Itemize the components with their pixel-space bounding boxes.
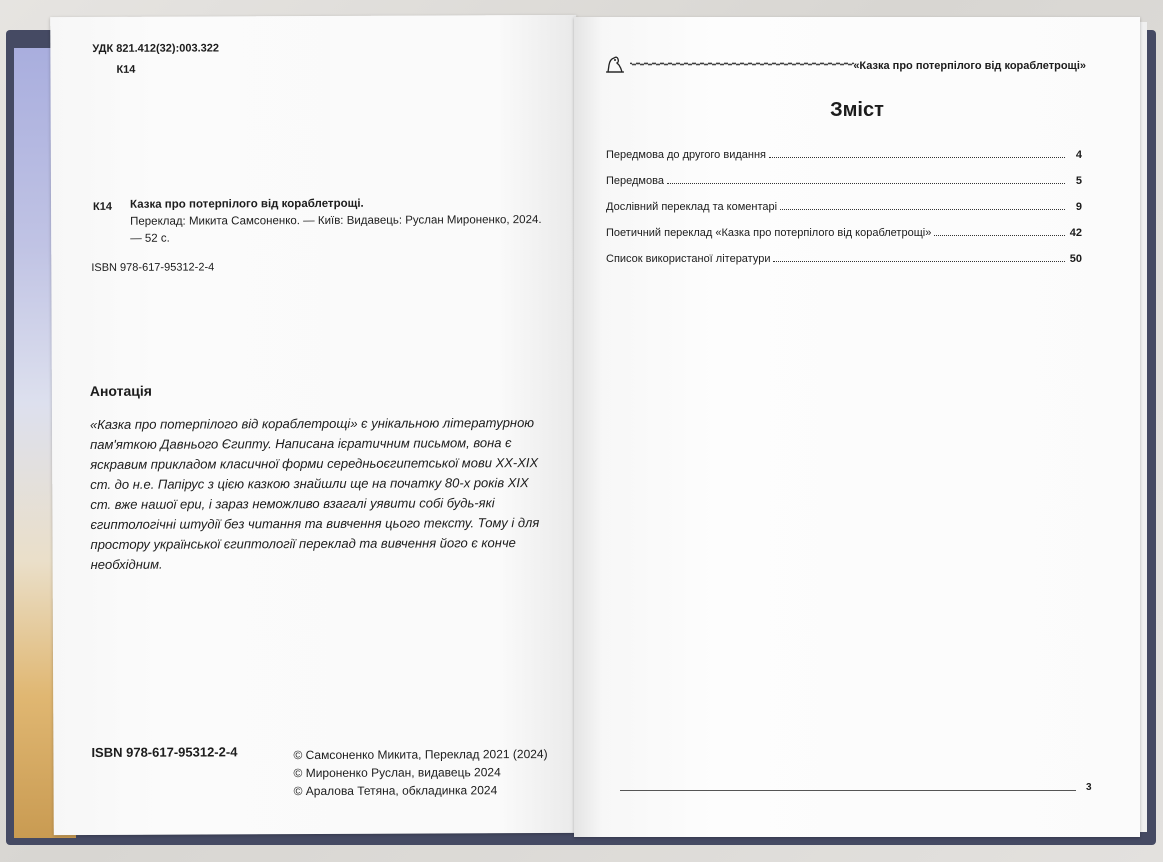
toc-item-label: Поетичний переклад «Казка про потерпілого від кораблетрощі» — [606, 227, 932, 239]
toc-item-label: Список використаної літератури — [606, 253, 771, 265]
running-title: «Казка про потерпілого від кораблетрощі» — [853, 60, 1086, 72]
bibliographic-record — [130, 195, 550, 248]
page-number: 3 — [1086, 782, 1092, 793]
toc-item-label: Передмова до другого видання — [606, 149, 766, 161]
isbn-large: ISBN 978-617-95312-2-4 — [91, 744, 238, 760]
toc-leader — [773, 261, 1065, 262]
toc-item-label: Передмова — [606, 175, 664, 187]
toc-item-page: 50 — [1069, 253, 1082, 265]
toc-item-page: 4 — [1075, 149, 1082, 161]
hieroglyph-figure-icon — [604, 53, 626, 80]
isbn-small: ISBN 978-617-95312-2-4 — [91, 261, 215, 274]
udk-code: УДК 821.412(32):003.322 — [92, 42, 220, 55]
toc-leader — [769, 157, 1065, 158]
toc-item[interactable] — [606, 135, 1082, 161]
table-of-contents — [606, 135, 1082, 265]
toc-item-page: 42 — [1069, 227, 1082, 239]
book-title: Казка про потерпілого від кораблетрощі. — [130, 197, 364, 211]
bibliographic-code: К14 — [93, 200, 113, 213]
toc-item-page: 9 — [1075, 201, 1082, 213]
toc-item-label: Дослівний переклад та коментарі — [606, 201, 778, 213]
copyright-block — [293, 745, 547, 800]
toc-item[interactable] — [606, 239, 1082, 265]
toc-item[interactable] — [606, 161, 1082, 187]
right-page — [574, 17, 1140, 837]
running-header — [604, 53, 1086, 77]
classification-code: К14 — [116, 63, 136, 76]
copyright-line: © Мироненко Руслан, видавець 2024 — [293, 765, 501, 781]
left-page — [50, 15, 580, 835]
toc-leader — [667, 183, 1065, 184]
annotation-text: «Казка про потерпілого від кораблетрощі» є унікальною літературною пам'яткою Давнього Єгипту. Написана ієратичним письмом, вона є яскравим прикладом класичної форми середньоєгипетської мови XX-XIX ст. до н.е. Папірус з цією казкою знайшли ще на початку 80-х років XIX ст. вже нашої ери, і зараз неможливо взагалі уявити собі будь-які єгиптологічні штудії без читання та вивчення цього тексту. Тому і для простору української єгиптології переклад та вивчення його є конче необхідним. — [89, 415, 540, 572]
toc-item-page: 5 — [1075, 175, 1082, 187]
toc-leader — [934, 235, 1065, 236]
copyright-line: © Аралова Тетяна, обкладинка 2024 — [293, 783, 498, 799]
annotation-heading: Анотація — [89, 382, 152, 399]
copyright-line: © Самсоненко Микита, Переклад 2021 (2024) — [293, 746, 548, 763]
book-details: Переклад: Микита Самсоненко. — Київ: Видавець: Руслан Мироненко, 2024. — 52 с. — [130, 214, 542, 245]
toc-item[interactable] — [606, 213, 1082, 239]
toc-leader — [780, 209, 1065, 210]
wavy-line — [630, 59, 856, 69]
footer-rule — [620, 790, 1076, 791]
toc-heading: Зміст — [830, 99, 884, 121]
toc-item[interactable] — [606, 187, 1082, 213]
